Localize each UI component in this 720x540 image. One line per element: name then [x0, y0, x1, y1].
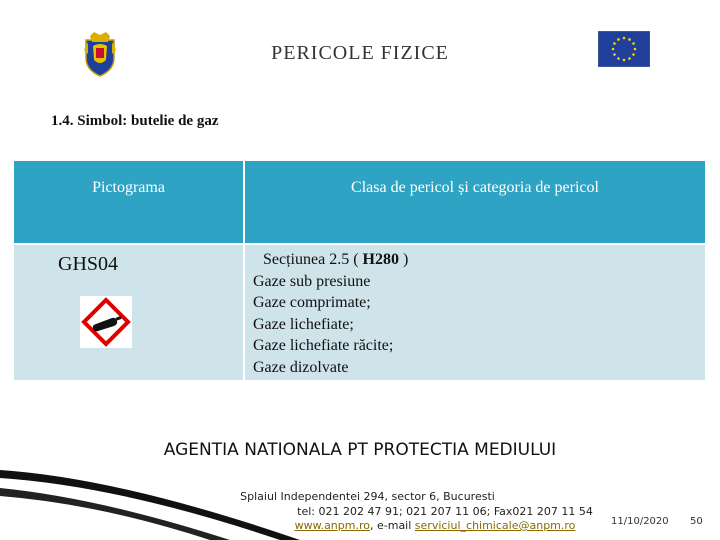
pictogram-cell [14, 245, 243, 380]
agency-name: AGENTIA NATIONALA PT PROTECTIA MEDIULUI [163, 440, 557, 460]
slide-number: 50 [690, 516, 703, 527]
agency-phones: tel: 021 202 47 91; 021 207 11 06; Fax021 207 11 54 [297, 505, 593, 518]
gas-cylinder-icon [78, 294, 134, 350]
section-line: Secțiunea 2.5 ( H280 ) [263, 251, 409, 268]
hazard-class-column-header: Clasa de pericol și categoria de pericol [245, 161, 705, 243]
eu-star [623, 37, 626, 40]
hazard-line: Gaze dizolvate [253, 358, 349, 376]
page-title: PERICOLE FIZICE [271, 42, 449, 64]
hazard-line: Gaze comprimate; [253, 294, 371, 311]
slide-date: 11/10/2020 [611, 516, 669, 527]
hazard-class-cell [245, 245, 705, 380]
hazard-table [14, 161, 705, 380]
hazard-line: Gaze lichefiate răcite; [253, 337, 394, 354]
pictogram-column-header: Pictograma [14, 161, 243, 243]
eu-star [617, 38, 620, 41]
agency-address: Splaiul Independentei 294, sector 6, Bucuresti [240, 490, 495, 503]
section-subtitle: 1.4. Simbol: butelie de gaz [51, 113, 219, 129]
hazard-line: Gaze sub presiune [253, 272, 371, 290]
hazard-line: Gaze lichefiate; [253, 315, 354, 333]
ghs-code: GHS04 [58, 253, 119, 275]
website-link[interactable]: www.anpm.ro [294, 519, 370, 532]
eu-star [628, 38, 631, 41]
agency-contact-links: www.anpm.ro, e-mail serviciul_chimicale@anpm.ro [294, 519, 576, 532]
email-link[interactable]: serviciul_chimicale@anpm.ro [414, 519, 576, 532]
